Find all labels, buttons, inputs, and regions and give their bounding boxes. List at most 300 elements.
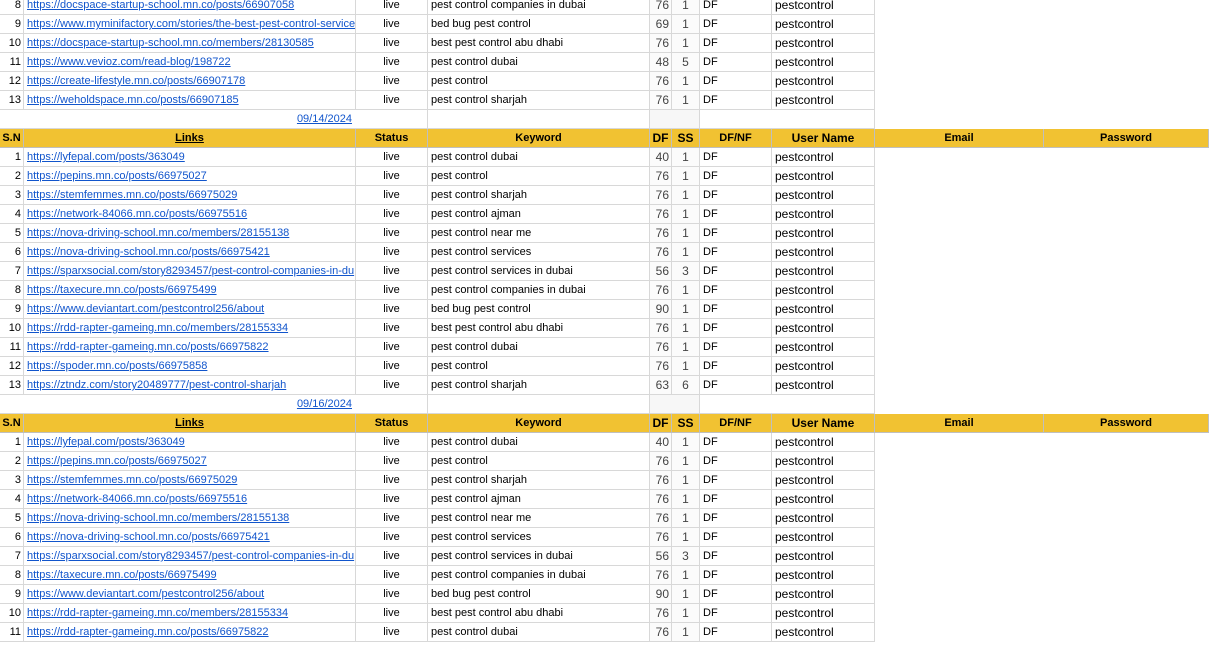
header-keyword[interactable]: Keyword xyxy=(428,129,650,148)
email-cell[interactable] xyxy=(875,281,1044,300)
status-cell[interactable]: live xyxy=(356,281,428,300)
empty-cell[interactable] xyxy=(650,395,700,414)
link-cell[interactable]: https://www.deviantart.com/pestcontrol256/about xyxy=(24,300,356,319)
da-score-cell[interactable]: 40 xyxy=(650,148,672,167)
status-cell[interactable]: live xyxy=(356,224,428,243)
status-cell[interactable]: live xyxy=(356,34,428,53)
link-cell[interactable]: https://www.vevioz.com/read-blog/198722 xyxy=(24,53,356,72)
df-nf-cell[interactable]: DF xyxy=(700,34,772,53)
status-cell[interactable]: live xyxy=(356,72,428,91)
password-cell[interactable] xyxy=(1044,623,1209,642)
keyword-cell[interactable]: bed bug pest control xyxy=(428,300,650,319)
password-cell[interactable] xyxy=(1044,490,1209,509)
spam-score-cell[interactable]: 3 xyxy=(672,547,700,566)
empty-cell[interactable] xyxy=(356,110,428,129)
user-name-cell[interactable]: pestcontrol xyxy=(772,471,875,490)
row-number[interactable]: 2 xyxy=(0,167,24,186)
password-cell[interactable] xyxy=(1044,300,1209,319)
keyword-cell[interactable]: pest control ajman xyxy=(428,490,650,509)
status-cell[interactable]: live xyxy=(356,623,428,642)
password-cell[interactable] xyxy=(1044,15,1209,34)
header-email[interactable]: Email xyxy=(875,414,1044,433)
row-number[interactable]: 11 xyxy=(0,623,24,642)
password-cell[interactable] xyxy=(1044,433,1209,452)
row-number[interactable]: 2 xyxy=(0,452,24,471)
status-cell[interactable]: live xyxy=(356,452,428,471)
row-number[interactable]: 5 xyxy=(0,509,24,528)
user-name-cell[interactable]: pestcontrol xyxy=(772,623,875,642)
keyword-cell[interactable]: pest control sharjah xyxy=(428,91,650,110)
keyword-cell[interactable]: pest control dubai xyxy=(428,338,650,357)
df-nf-cell[interactable]: DF xyxy=(700,262,772,281)
link-cell[interactable]: https://ztndz.com/story20489777/pest-control-sharjah xyxy=(24,376,356,395)
df-nf-cell[interactable]: DF xyxy=(700,376,772,395)
email-cell[interactable] xyxy=(875,585,1044,604)
link-cell[interactable]: https://network-84066.mn.co/posts/66975516 xyxy=(24,490,356,509)
email-cell[interactable] xyxy=(875,547,1044,566)
status-cell[interactable]: live xyxy=(356,167,428,186)
password-cell[interactable] xyxy=(1044,509,1209,528)
da-score-cell[interactable]: 76 xyxy=(650,357,672,376)
email-cell[interactable] xyxy=(875,300,1044,319)
user-name-cell[interactable]: pestcontrol xyxy=(772,53,875,72)
link-cell[interactable]: https://rdd-rapter-gameing.mn.co/members/28155334 xyxy=(24,604,356,623)
password-cell[interactable] xyxy=(1044,566,1209,585)
spam-score-cell[interactable]: 3 xyxy=(672,262,700,281)
link-cell[interactable]: https://create-lifestyle.mn.co/posts/66907178 xyxy=(24,72,356,91)
df-nf-cell[interactable]: DF xyxy=(700,167,772,186)
password-cell[interactable] xyxy=(1044,224,1209,243)
da-score-cell[interactable]: 76 xyxy=(650,167,672,186)
df-nf-cell[interactable]: DF xyxy=(700,566,772,585)
spam-score-cell[interactable]: 1 xyxy=(672,300,700,319)
empty-cell[interactable] xyxy=(428,395,650,414)
link-cell[interactable]: https://taxecure.mn.co/posts/66975499 xyxy=(24,566,356,585)
keyword-cell[interactable]: pest control dubai xyxy=(428,53,650,72)
password-cell[interactable] xyxy=(1044,471,1209,490)
status-cell[interactable]: live xyxy=(356,566,428,585)
email-cell[interactable] xyxy=(875,148,1044,167)
row-number[interactable]: 3 xyxy=(0,186,24,205)
user-name-cell[interactable]: pestcontrol xyxy=(772,319,875,338)
row-number[interactable]: 3 xyxy=(0,471,24,490)
link-cell[interactable]: https://www.deviantart.com/pestcontrol256/about xyxy=(24,585,356,604)
da-score-cell[interactable]: 76 xyxy=(650,623,672,642)
keyword-cell[interactable]: pest control services in dubai xyxy=(428,262,650,281)
link-cell[interactable]: https://nova-driving-school.mn.co/members/28155138 xyxy=(24,224,356,243)
da-score-cell[interactable]: 76 xyxy=(650,0,672,15)
da-score-cell[interactable]: 76 xyxy=(650,281,672,300)
password-cell[interactable] xyxy=(1044,528,1209,547)
df-nf-cell[interactable]: DF xyxy=(700,319,772,338)
da-score-cell[interactable]: 63 xyxy=(650,376,672,395)
link-cell[interactable]: https://taxecure.mn.co/posts/66975499 xyxy=(24,281,356,300)
status-cell[interactable]: live xyxy=(356,528,428,547)
user-name-cell[interactable]: pestcontrol xyxy=(772,433,875,452)
header-password[interactable]: Password xyxy=(1044,129,1209,148)
link-cell[interactable]: https://nova-driving-school.mn.co/posts/66975421 xyxy=(24,528,356,547)
da-score-cell[interactable]: 48 xyxy=(650,53,672,72)
status-cell[interactable]: live xyxy=(356,300,428,319)
user-name-cell[interactable]: pestcontrol xyxy=(772,566,875,585)
password-cell[interactable] xyxy=(1044,91,1209,110)
email-cell[interactable] xyxy=(875,604,1044,623)
row-number[interactable]: 9 xyxy=(0,585,24,604)
link-cell[interactable]: https://docspace-startup-school.mn.co/posts/66907058 xyxy=(24,0,356,15)
keyword-cell[interactable]: pest control companies in dubai xyxy=(428,0,650,15)
row-number[interactable]: 13 xyxy=(0,376,24,395)
df-nf-cell[interactable]: DF xyxy=(700,15,772,34)
df-nf-cell[interactable]: DF xyxy=(700,357,772,376)
status-cell[interactable]: live xyxy=(356,243,428,262)
link-cell[interactable]: https://nova-driving-school.mn.co/posts/66975421 xyxy=(24,243,356,262)
password-cell[interactable] xyxy=(1044,243,1209,262)
header-password[interactable]: Password xyxy=(1044,414,1209,433)
df-nf-cell[interactable]: DF xyxy=(700,281,772,300)
email-cell[interactable] xyxy=(875,186,1044,205)
header-status[interactable]: Status xyxy=(356,129,428,148)
spam-score-cell[interactable]: 1 xyxy=(672,167,700,186)
status-cell[interactable]: live xyxy=(356,433,428,452)
status-cell[interactable]: live xyxy=(356,15,428,34)
spam-score-cell[interactable]: 1 xyxy=(672,604,700,623)
keyword-cell[interactable]: pest control sharjah xyxy=(428,471,650,490)
email-cell[interactable] xyxy=(875,34,1044,53)
row-number[interactable]: 7 xyxy=(0,547,24,566)
df-nf-cell[interactable]: DF xyxy=(700,148,772,167)
da-score-cell[interactable]: 40 xyxy=(650,433,672,452)
keyword-cell[interactable]: pest control xyxy=(428,167,650,186)
email-cell[interactable] xyxy=(875,319,1044,338)
da-score-cell[interactable]: 76 xyxy=(650,224,672,243)
empty-cell[interactable] xyxy=(356,395,428,414)
user-name-cell[interactable]: pestcontrol xyxy=(772,281,875,300)
row-number[interactable]: 9 xyxy=(0,300,24,319)
email-cell[interactable] xyxy=(875,167,1044,186)
user-name-cell[interactable]: pestcontrol xyxy=(772,604,875,623)
user-name-cell[interactable]: pestcontrol xyxy=(772,452,875,471)
user-name-cell[interactable]: pestcontrol xyxy=(772,547,875,566)
da-score-cell[interactable]: 76 xyxy=(650,338,672,357)
spam-score-cell[interactable]: 1 xyxy=(672,281,700,300)
email-cell[interactable] xyxy=(875,91,1044,110)
keyword-cell[interactable]: best pest control abu dhabi xyxy=(428,34,650,53)
password-cell[interactable] xyxy=(1044,338,1209,357)
password-cell[interactable] xyxy=(1044,34,1209,53)
row-number[interactable]: 8 xyxy=(0,566,24,585)
da-score-cell[interactable]: 76 xyxy=(650,566,672,585)
keyword-cell[interactable]: pest control near me xyxy=(428,509,650,528)
link-cell[interactable]: https://rdd-rapter-gameing.mn.co/posts/66975822 xyxy=(24,338,356,357)
keyword-cell[interactable]: pest control dubai xyxy=(428,623,650,642)
link-cell[interactable]: https://pepins.mn.co/posts/66975027 xyxy=(24,452,356,471)
header-links[interactable]: Links xyxy=(24,414,356,433)
row-number[interactable]: 12 xyxy=(0,72,24,91)
row-number[interactable]: 12 xyxy=(0,357,24,376)
header-dfnf[interactable]: DF/NF xyxy=(700,414,772,433)
empty-cell[interactable] xyxy=(700,395,875,414)
da-score-cell[interactable]: 56 xyxy=(650,262,672,281)
password-cell[interactable] xyxy=(1044,262,1209,281)
password-cell[interactable] xyxy=(1044,148,1209,167)
user-name-cell[interactable]: pestcontrol xyxy=(772,34,875,53)
email-cell[interactable] xyxy=(875,0,1044,15)
row-number[interactable]: 10 xyxy=(0,34,24,53)
header-df[interactable]: DF xyxy=(650,129,672,148)
email-cell[interactable] xyxy=(875,471,1044,490)
da-score-cell[interactable]: 76 xyxy=(650,243,672,262)
email-cell[interactable] xyxy=(875,452,1044,471)
email-cell[interactable] xyxy=(875,357,1044,376)
link-cell[interactable]: https://spoder.mn.co/posts/66975858 xyxy=(24,357,356,376)
link-cell[interactable]: https://nova-driving-school.mn.co/members/28155138 xyxy=(24,509,356,528)
da-score-cell[interactable]: 76 xyxy=(650,509,672,528)
spam-score-cell[interactable]: 1 xyxy=(672,471,700,490)
df-nf-cell[interactable]: DF xyxy=(700,72,772,91)
status-cell[interactable]: live xyxy=(356,490,428,509)
keyword-cell[interactable]: pest control sharjah xyxy=(428,186,650,205)
status-cell[interactable]: live xyxy=(356,186,428,205)
row-number[interactable]: 8 xyxy=(0,0,24,15)
df-nf-cell[interactable]: DF xyxy=(700,205,772,224)
password-cell[interactable] xyxy=(1044,167,1209,186)
status-cell[interactable]: live xyxy=(356,148,428,167)
empty-cell[interactable] xyxy=(700,110,875,129)
header-email[interactable]: Email xyxy=(875,129,1044,148)
df-nf-cell[interactable]: DF xyxy=(700,300,772,319)
spam-score-cell[interactable]: 1 xyxy=(672,338,700,357)
da-score-cell[interactable]: 90 xyxy=(650,585,672,604)
spam-score-cell[interactable]: 1 xyxy=(672,72,700,91)
da-score-cell[interactable]: 76 xyxy=(650,528,672,547)
link-cell[interactable]: https://pepins.mn.co/posts/66975027 xyxy=(24,167,356,186)
df-nf-cell[interactable]: DF xyxy=(700,53,772,72)
link-cell[interactable]: https://rdd-rapter-gameing.mn.co/posts/66975822 xyxy=(24,623,356,642)
df-nf-cell[interactable]: DF xyxy=(700,490,772,509)
status-cell[interactable]: live xyxy=(356,205,428,224)
user-name-cell[interactable]: pestcontrol xyxy=(772,262,875,281)
user-name-cell[interactable]: pestcontrol xyxy=(772,528,875,547)
spam-score-cell[interactable]: 1 xyxy=(672,509,700,528)
df-nf-cell[interactable]: DF xyxy=(700,338,772,357)
keyword-cell[interactable]: best pest control abu dhabi xyxy=(428,319,650,338)
header-df[interactable]: DF xyxy=(650,414,672,433)
user-name-cell[interactable]: pestcontrol xyxy=(772,357,875,376)
df-nf-cell[interactable]: DF xyxy=(700,528,772,547)
spam-score-cell[interactable]: 1 xyxy=(672,91,700,110)
spam-score-cell[interactable]: 1 xyxy=(672,148,700,167)
row-number[interactable]: 11 xyxy=(0,338,24,357)
spam-score-cell[interactable]: 1 xyxy=(672,186,700,205)
status-cell[interactable]: live xyxy=(356,338,428,357)
link-cell[interactable]: https://www.myminifactory.com/stories/the-best-pest-control-service xyxy=(24,15,356,34)
email-cell[interactable] xyxy=(875,205,1044,224)
spam-score-cell[interactable]: 1 xyxy=(672,319,700,338)
da-score-cell[interactable]: 76 xyxy=(650,471,672,490)
link-cell[interactable]: https://stemfemmes.mn.co/posts/66975029 xyxy=(24,186,356,205)
link-cell[interactable]: https://docspace-startup-school.mn.co/members/28130585 xyxy=(24,34,356,53)
da-score-cell[interactable]: 56 xyxy=(650,547,672,566)
header-links[interactable]: Links xyxy=(24,129,356,148)
spam-score-cell[interactable]: 1 xyxy=(672,566,700,585)
email-cell[interactable] xyxy=(875,53,1044,72)
email-cell[interactable] xyxy=(875,528,1044,547)
row-number[interactable]: 11 xyxy=(0,53,24,72)
user-name-cell[interactable]: pestcontrol xyxy=(772,167,875,186)
spam-score-cell[interactable]: 5 xyxy=(672,53,700,72)
user-name-cell[interactable]: pestcontrol xyxy=(772,72,875,91)
password-cell[interactable] xyxy=(1044,186,1209,205)
spam-score-cell[interactable]: 1 xyxy=(672,452,700,471)
spam-score-cell[interactable]: 1 xyxy=(672,623,700,642)
email-cell[interactable] xyxy=(875,262,1044,281)
keyword-cell[interactable]: pest control xyxy=(428,72,650,91)
link-cell[interactable]: https://stemfemmes.mn.co/posts/66975029 xyxy=(24,471,356,490)
spam-score-cell[interactable]: 1 xyxy=(672,528,700,547)
user-name-cell[interactable]: pestcontrol xyxy=(772,585,875,604)
user-name-cell[interactable]: pestcontrol xyxy=(772,186,875,205)
user-name-cell[interactable]: pestcontrol xyxy=(772,0,875,15)
df-nf-cell[interactable]: DF xyxy=(700,623,772,642)
keyword-cell[interactable]: pest control dubai xyxy=(428,148,650,167)
spam-score-cell[interactable]: 1 xyxy=(672,490,700,509)
email-cell[interactable] xyxy=(875,15,1044,34)
keyword-cell[interactable]: pest control sharjah xyxy=(428,376,650,395)
email-cell[interactable] xyxy=(875,509,1044,528)
password-cell[interactable] xyxy=(1044,205,1209,224)
password-cell[interactable] xyxy=(1044,281,1209,300)
header-sn[interactable]: S.N xyxy=(0,414,24,433)
row-number[interactable]: 9 xyxy=(0,15,24,34)
spam-score-cell[interactable]: 1 xyxy=(672,34,700,53)
link-cell[interactable]: https://sparxsocial.com/story8293457/pest-control-companies-in-du xyxy=(24,262,356,281)
keyword-cell[interactable]: pest control services xyxy=(428,528,650,547)
df-nf-cell[interactable]: DF xyxy=(700,604,772,623)
da-score-cell[interactable]: 76 xyxy=(650,186,672,205)
link-cell[interactable]: https://sparxsocial.com/story8293457/pest-control-companies-in-du xyxy=(24,547,356,566)
status-cell[interactable]: live xyxy=(356,357,428,376)
da-score-cell[interactable]: 76 xyxy=(650,490,672,509)
df-nf-cell[interactable]: DF xyxy=(700,452,772,471)
email-cell[interactable] xyxy=(875,224,1044,243)
header-user-name[interactable]: User Name xyxy=(772,414,875,433)
row-number[interactable]: 13 xyxy=(0,91,24,110)
row-number[interactable]: 10 xyxy=(0,604,24,623)
spam-score-cell[interactable]: 1 xyxy=(672,205,700,224)
da-score-cell[interactable]: 76 xyxy=(650,604,672,623)
email-cell[interactable] xyxy=(875,490,1044,509)
date-label[interactable]: 09/14/2024 xyxy=(0,110,356,129)
user-name-cell[interactable]: pestcontrol xyxy=(772,148,875,167)
user-name-cell[interactable]: pestcontrol xyxy=(772,376,875,395)
da-score-cell[interactable]: 69 xyxy=(650,15,672,34)
spam-score-cell[interactable]: 6 xyxy=(672,376,700,395)
row-number[interactable]: 6 xyxy=(0,528,24,547)
df-nf-cell[interactable]: DF xyxy=(700,433,772,452)
df-nf-cell[interactable]: DF xyxy=(700,186,772,205)
password-cell[interactable] xyxy=(1044,585,1209,604)
link-cell[interactable]: https://network-84066.mn.co/posts/66975516 xyxy=(24,205,356,224)
header-status[interactable]: Status xyxy=(356,414,428,433)
user-name-cell[interactable]: pestcontrol xyxy=(772,338,875,357)
password-cell[interactable] xyxy=(1044,53,1209,72)
user-name-cell[interactable]: pestcontrol xyxy=(772,224,875,243)
keyword-cell[interactable]: pest control xyxy=(428,452,650,471)
password-cell[interactable] xyxy=(1044,357,1209,376)
spam-score-cell[interactable]: 1 xyxy=(672,0,700,15)
user-name-cell[interactable]: pestcontrol xyxy=(772,205,875,224)
row-number[interactable]: 5 xyxy=(0,224,24,243)
link-cell[interactable]: https://lyfepal.com/posts/363049 xyxy=(24,433,356,452)
row-number[interactable]: 6 xyxy=(0,243,24,262)
user-name-cell[interactable]: pestcontrol xyxy=(772,243,875,262)
keyword-cell[interactable]: pest control ajman xyxy=(428,205,650,224)
header-ss[interactable]: SS xyxy=(672,414,700,433)
keyword-cell[interactable]: pest control companies in dubai xyxy=(428,281,650,300)
da-score-cell[interactable]: 76 xyxy=(650,319,672,338)
link-cell[interactable]: https://rdd-rapter-gameing.mn.co/members/28155334 xyxy=(24,319,356,338)
status-cell[interactable]: live xyxy=(356,319,428,338)
password-cell[interactable] xyxy=(1044,319,1209,338)
spam-score-cell[interactable]: 1 xyxy=(672,433,700,452)
email-cell[interactable] xyxy=(875,566,1044,585)
link-cell[interactable]: https://weholdspace.mn.co/posts/66907185 xyxy=(24,91,356,110)
keyword-cell[interactable]: pest control xyxy=(428,357,650,376)
df-nf-cell[interactable]: DF xyxy=(700,91,772,110)
email-cell[interactable] xyxy=(875,376,1044,395)
email-cell[interactable] xyxy=(875,338,1044,357)
keyword-cell[interactable]: pest control near me xyxy=(428,224,650,243)
keyword-cell[interactable]: bed bug pest control xyxy=(428,15,650,34)
status-cell[interactable]: live xyxy=(356,547,428,566)
da-score-cell[interactable]: 76 xyxy=(650,452,672,471)
status-cell[interactable]: live xyxy=(356,471,428,490)
keyword-cell[interactable]: pest control companies in dubai xyxy=(428,566,650,585)
password-cell[interactable] xyxy=(1044,72,1209,91)
df-nf-cell[interactable]: DF xyxy=(700,243,772,262)
row-number[interactable]: 1 xyxy=(0,148,24,167)
email-cell[interactable] xyxy=(875,623,1044,642)
user-name-cell[interactable]: pestcontrol xyxy=(772,300,875,319)
spam-score-cell[interactable]: 1 xyxy=(672,15,700,34)
spam-score-cell[interactable]: 1 xyxy=(672,243,700,262)
user-name-cell[interactable]: pestcontrol xyxy=(772,91,875,110)
keyword-cell[interactable]: bed bug pest control xyxy=(428,585,650,604)
row-number[interactable]: 4 xyxy=(0,490,24,509)
email-cell[interactable] xyxy=(875,433,1044,452)
status-cell[interactable]: live xyxy=(356,262,428,281)
status-cell[interactable]: live xyxy=(356,91,428,110)
keyword-cell[interactable]: pest control services in dubai xyxy=(428,547,650,566)
row-number[interactable]: 8 xyxy=(0,281,24,300)
empty-cell[interactable] xyxy=(428,110,650,129)
da-score-cell[interactable]: 76 xyxy=(650,205,672,224)
df-nf-cell[interactable]: DF xyxy=(700,547,772,566)
status-cell[interactable]: live xyxy=(356,0,428,15)
header-dfnf[interactable]: DF/NF xyxy=(700,129,772,148)
keyword-cell[interactable]: pest control services xyxy=(428,243,650,262)
password-cell[interactable] xyxy=(1044,376,1209,395)
status-cell[interactable]: live xyxy=(356,53,428,72)
password-cell[interactable] xyxy=(1044,547,1209,566)
df-nf-cell[interactable]: DF xyxy=(700,0,772,15)
spam-score-cell[interactable]: 1 xyxy=(672,585,700,604)
row-number[interactable]: 1 xyxy=(0,433,24,452)
da-score-cell[interactable]: 90 xyxy=(650,300,672,319)
df-nf-cell[interactable]: DF xyxy=(700,509,772,528)
df-nf-cell[interactable]: DF xyxy=(700,471,772,490)
header-keyword[interactable]: Keyword xyxy=(428,414,650,433)
